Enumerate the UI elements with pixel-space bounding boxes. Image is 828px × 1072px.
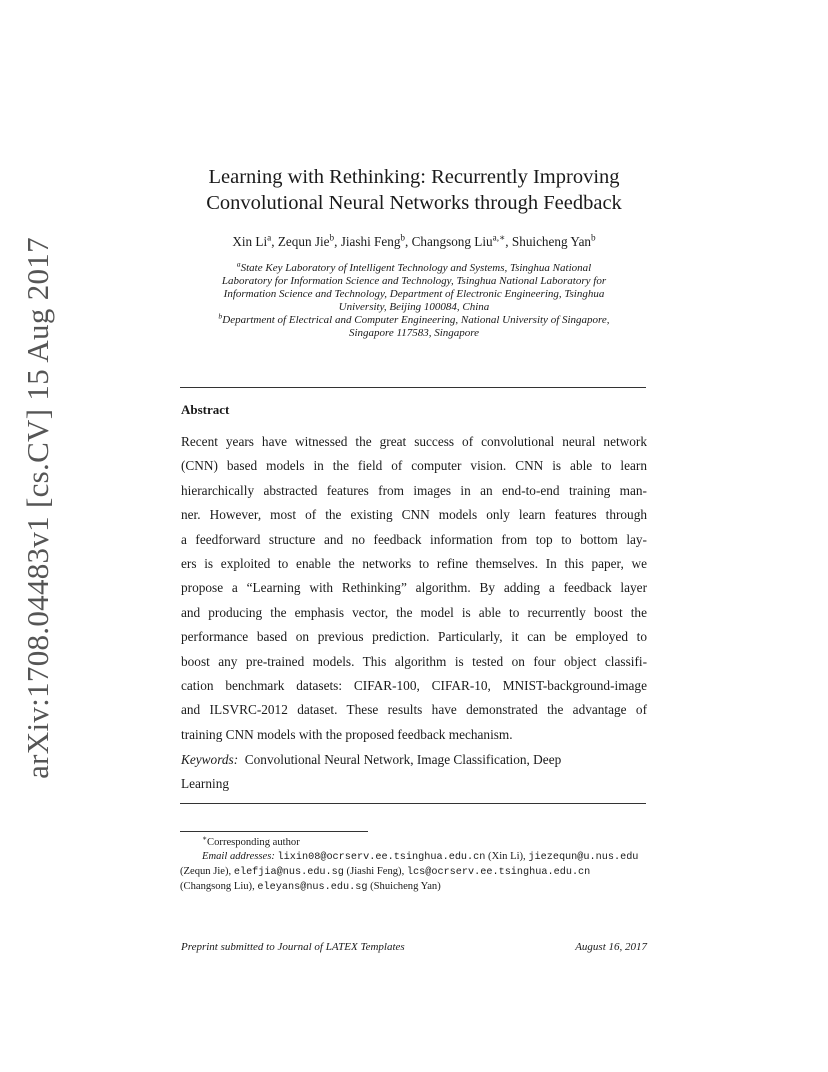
abstract-line: and producing the emphasis vector, the model is able to recurrently boost the [181, 604, 647, 620]
author-affiliation-marker: a [267, 232, 272, 243]
arxiv-id: arXiv:1708.04483v1 [cs.CV] 15 Aug 2017 [20, 237, 55, 779]
abstract-line: performance based on previous prediction. Particularly, it can be employed to [181, 629, 647, 645]
corresponding-author-note [180, 833, 648, 850]
keywords-line-2: Learning [181, 776, 229, 791]
keywords-line-1 [181, 748, 647, 772]
title-line-1: Learning with Rethinking: Recurrently Improving [208, 166, 620, 188]
author-affiliation-marker: b [400, 232, 406, 243]
email-link[interactable]: elefjia@nus.edu.sg [233, 867, 344, 878]
corresponding-text: Corresponding author [207, 837, 300, 848]
abstract-line: propose a “Learning with Rethinking” algorithm. By adding a feedback layer [181, 580, 647, 596]
abstract-line: Recent years have witnessed the great success of convolutional neural network [181, 434, 647, 449]
footnotes [180, 833, 648, 895]
abstract-line: and ILSVRC-2012 dataset. These results have demonstrated the advantage of [181, 702, 647, 718]
abstract-line: cation benchmark datasets: CIFAR-100, CIFAR-10, MNIST-background-image [181, 678, 647, 694]
author-affiliation-marker: a,∗ [492, 232, 506, 243]
abstract-top-rule [180, 387, 646, 388]
author: Jiashi Feng [340, 234, 401, 249]
affiliation-b-line [178, 311, 650, 327]
affiliation-b-marker: b [218, 311, 223, 321]
abstract-line: ers is exploited to enable the networks to refine themselves. In this paper, we [181, 556, 647, 572]
preprint-note: Preprint submitted to Journal of LATEX Templates [181, 941, 405, 953]
keywords-text: Convolutional Neural Network, Image Classification, Deep [244, 752, 562, 767]
keywords-label: Keywords: [181, 752, 239, 767]
abstract-line: a feedforward structure and no feedback information from top to bottom lay- [181, 531, 647, 547]
email-link[interactable]: lixin08@ocrserv.ee.tsinghua.edu.cn [277, 852, 486, 863]
affiliation-a-line: Laboratory for Information Science and Technology, Tsinghua National Laboratory for [221, 275, 607, 287]
affiliation-text: State Key Laboratory of Intelligent Technology and Systems, Tsinghua National [240, 262, 592, 274]
email-link[interactable]: lcs@ocrserv.ee.tsinghua.edu.cn [406, 867, 591, 878]
abstract-line: ner. However, most of the existing CNN models only learn features through [181, 507, 647, 523]
affiliation-a-line: University, Beijing 100084, China [338, 301, 490, 313]
author-affiliation-marker: b [329, 232, 335, 243]
email-line [180, 850, 648, 865]
abstract-body [181, 430, 647, 747]
abstract-heading: Abstract [181, 402, 230, 417]
email-owner: (Shuicheng Yan) [370, 881, 441, 892]
email-link[interactable]: eleyans@nus.edu.sg [257, 882, 368, 893]
title-line-2: Convolutional Neural Networks through Feedback [206, 192, 622, 214]
preprint-date: August 16, 2017 [575, 941, 647, 953]
affiliation-a-line [178, 259, 650, 275]
footnote-rule [180, 831, 368, 832]
author: Zequn Jie [277, 234, 330, 249]
author: Xin Li [232, 234, 268, 249]
email-line [180, 880, 648, 895]
affiliation-a-marker: a [236, 259, 241, 269]
corresponding-marker: ∗ [202, 833, 208, 843]
author: Shuicheng Yan [511, 234, 592, 249]
email-label: Email addresses: [202, 851, 275, 862]
keywords-bottom-rule [180, 803, 646, 804]
abstract-line: hierarchically abstracted features from images in an end-to-end training man- [181, 482, 647, 498]
abstract-line: training CNN models with the proposed feedback mechanism. [181, 726, 513, 742]
affiliations [178, 259, 650, 340]
abstract-line: boost any pre-trained models. This algorithm is tested on four object classifi- [181, 653, 647, 669]
abstract-line: (CNN) based models in the field of computer vision. CNN is able to learn [181, 458, 647, 474]
author-list: Xin Li$^a$, Zequn Jie$^b$, Jiashi Feng$^b$, Changsong Liu$^{a,∗}$, Shuicheng Yan$^b$ [232, 232, 596, 249]
email-owner: (Zequn Jie), [180, 866, 232, 877]
author: Changsong Liu [411, 234, 493, 249]
email-owner: (Jiashi Feng), [346, 866, 405, 877]
affiliation-text: Department of Electrical and Computer Engineering, National University of Singapore, [222, 314, 610, 326]
paper-title [150, 164, 678, 216]
email-owner: (Changsong Liu), [180, 881, 255, 892]
affiliation-b-line: Singapore 117583, Singapore [348, 327, 480, 339]
email-link[interactable]: jiezequn@u.nus.edu [528, 852, 639, 863]
keywords [181, 748, 647, 796]
affiliation-a-line: Information Science and Technology, Department of Electronic Engineering, Tsinghua [223, 288, 605, 300]
email-line [180, 865, 648, 880]
author-affiliation-marker: b [591, 232, 596, 243]
email-owner: (Xin Li), [488, 851, 526, 862]
